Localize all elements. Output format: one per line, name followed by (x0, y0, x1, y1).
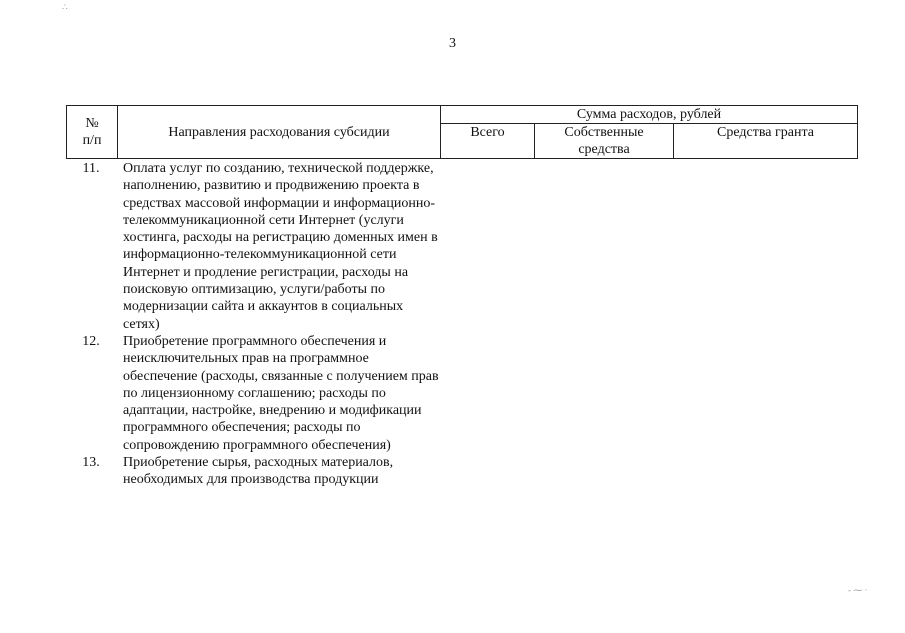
table-row (66, 160, 441, 333)
row-text: Приобретение программного обеспечения и неисключительных прав на программное обеспечение (расходы, связанные с получением прав по лицензионному соглашению; расходы по адаптации, настройке, внедрению и модификации программного обеспечения; расходы по сопровождению программного обеспечения) (123, 333, 439, 453)
table-row (66, 333, 441, 454)
row-number: 11. (82, 161, 100, 176)
header-sum-group: Сумма расходов, рублей (441, 106, 858, 124)
page-number: 3 (449, 36, 456, 51)
budget-table-header (66, 105, 858, 159)
table-row (66, 454, 441, 489)
header-grant-funds: Средства гранта (674, 124, 858, 159)
header-num: № п/п (67, 106, 118, 159)
row-number: 12. (82, 333, 100, 349)
header-direction: Направления расходования субсидии (118, 106, 441, 159)
scan-speck: ∴ (62, 2, 68, 12)
row-number: 13. (82, 455, 100, 471)
row-text: Приобретение сырья, расходных материалов, необходимых для производства продукции (123, 455, 394, 488)
row-text: Оплата услуг по созданию, технической поддержке, наполнению, развитию и продвижению проекта в средствах массовой информации и информационно-телекоммуникационной сети Интернет (услуги хостинга, расходы на регистрацию доменных имен в информационно-телекоммуникационной сети Интернет и продление регистрации, расходы на поисковую оптимизацию, услуги/работы по модернизации сайта и аккаунтов в социальных сетях) (123, 161, 438, 332)
header-total: Всего (441, 124, 535, 159)
scan-speck: ‐ ⁓ · (848, 585, 868, 595)
expense-rows (66, 160, 441, 489)
header-own-funds: Собственные средства (535, 124, 674, 159)
